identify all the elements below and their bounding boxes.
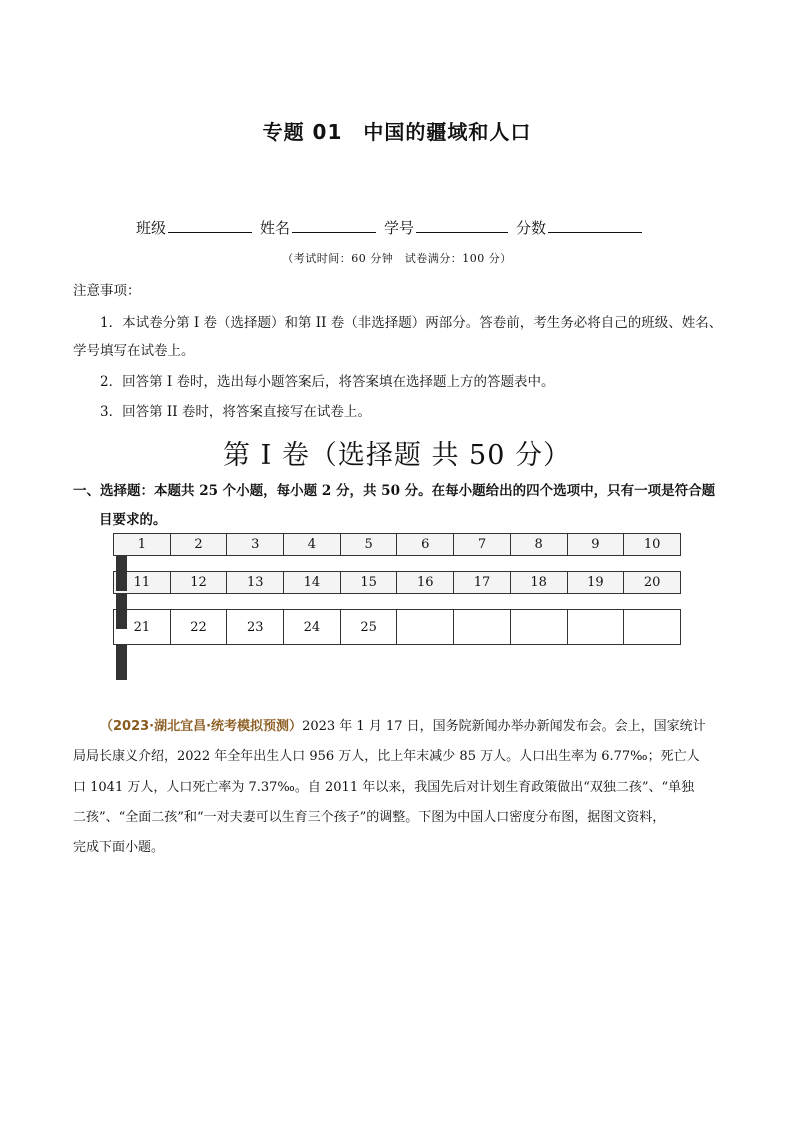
name-label: 姓名	[260, 219, 291, 237]
class-field[interactable]	[136, 217, 252, 238]
notice-heading: 注意事项：	[73, 283, 141, 299]
question-number: 18	[510, 572, 567, 594]
question-number	[510, 610, 567, 645]
question-number: 20	[624, 572, 681, 594]
answer-blank-row	[116, 556, 127, 571]
section-title: 第 I 卷（选择题 共 50 分）	[223, 440, 571, 471]
class-blank[interactable]	[168, 218, 252, 233]
notice-item-3: 3．回答第 II 卷时，将答案直接写在试卷上。	[100, 404, 371, 420]
question-number: 14	[284, 572, 341, 594]
question-number	[567, 610, 624, 645]
exam-info: （考试时间：60 分钟 试卷满分：100 分）	[282, 252, 512, 265]
question-number	[624, 610, 681, 645]
answer-number-row	[114, 610, 681, 645]
answer-blank-row	[116, 645, 127, 660]
question-number: 23	[227, 610, 284, 645]
document-title: 专题 01 中国的疆域和人口	[262, 120, 532, 144]
passage-line-5: 完成下面小题。	[73, 840, 165, 855]
student-id-field[interactable]	[384, 217, 508, 238]
student-id-blank[interactable]	[416, 218, 508, 233]
question-number: 3	[227, 534, 284, 556]
question-number: 11	[114, 572, 171, 594]
answer-number-row	[114, 534, 681, 556]
question-intro-line-2: 目要求的。	[99, 512, 167, 528]
class-label: 班级	[136, 219, 167, 237]
answer-cell[interactable]	[125, 557, 126, 591]
question-number: 15	[340, 572, 397, 594]
question-number: 4	[284, 534, 341, 556]
score-blank[interactable]	[548, 218, 642, 233]
passage-line-1-text: 2023 年 1 月 17 日，国务院新闻办举办新闻发布会。会上，国家统计	[302, 719, 706, 734]
notice-item-1-cont: 学号填写在试卷上。	[73, 343, 195, 359]
question-number	[397, 610, 454, 645]
question-number: 6	[397, 534, 454, 556]
question-number: 22	[170, 610, 227, 645]
answer-cell[interactable]	[125, 646, 126, 680]
question-number	[454, 610, 511, 645]
passage-line-3: 口 1041 万人，人口死亡率为 7.37‰。自 2011 年以来，我国先后对计划生育政策做出“双独二孩”、“单独	[73, 780, 695, 795]
answer-cell[interactable]	[125, 595, 126, 629]
answer-blank-row	[116, 594, 127, 609]
question-number: 2	[170, 534, 227, 556]
name-field[interactable]	[260, 217, 376, 238]
question-number: 25	[340, 610, 397, 645]
question-number: 7	[454, 534, 511, 556]
answer-table	[113, 533, 681, 660]
question-number: 21	[114, 610, 171, 645]
notice-item-1: 1．本试卷分第 I 卷（选择题）和第 II 卷（非选择题）两部分。答卷前，考生务必将自己的班级、姓名、	[100, 315, 723, 331]
question-number: 5	[340, 534, 397, 556]
answer-number-row	[114, 572, 681, 594]
question-number: 1	[114, 534, 171, 556]
question-number: 16	[397, 572, 454, 594]
score-field[interactable]	[516, 217, 642, 238]
question-number: 13	[227, 572, 284, 594]
notice-item-2: 2．回答第 I 卷时，选出每小题答案后，将答案填在选择题上方的答题表中。	[100, 374, 555, 390]
question-number: 19	[567, 572, 624, 594]
question-number: 12	[170, 572, 227, 594]
question-intro-line-1: 一、选择题：本题共 25 个小题，每小题 2 分，共 50 分。在每小题给出的四个选项中，只有一项是符合题	[73, 483, 716, 499]
name-blank[interactable]	[292, 218, 376, 233]
question-number: 8	[510, 534, 567, 556]
question-number: 9	[567, 534, 624, 556]
student-info-fields	[136, 217, 650, 238]
score-label: 分数	[516, 219, 547, 237]
student-id-label: 学号	[384, 219, 415, 237]
question-number: 24	[284, 610, 341, 645]
passage-source: （2023·湖北宜昌·统考模拟预测）	[100, 719, 303, 734]
passage-line-2: 局局长康义介绍，2022 年全年出生人口 956 万人，比上年末减少 85 万人。人口出生率为 6.77‰；死亡人	[73, 749, 700, 764]
question-number: 10	[624, 534, 681, 556]
passage-line-1	[100, 717, 722, 737]
passage-line-4: 二孩”、“全面二孩”和“一对夫妻可以生育三个孩子”的调整。下图为中国人口密度分布图，据图文资料，	[73, 810, 666, 825]
question-number: 17	[454, 572, 511, 594]
